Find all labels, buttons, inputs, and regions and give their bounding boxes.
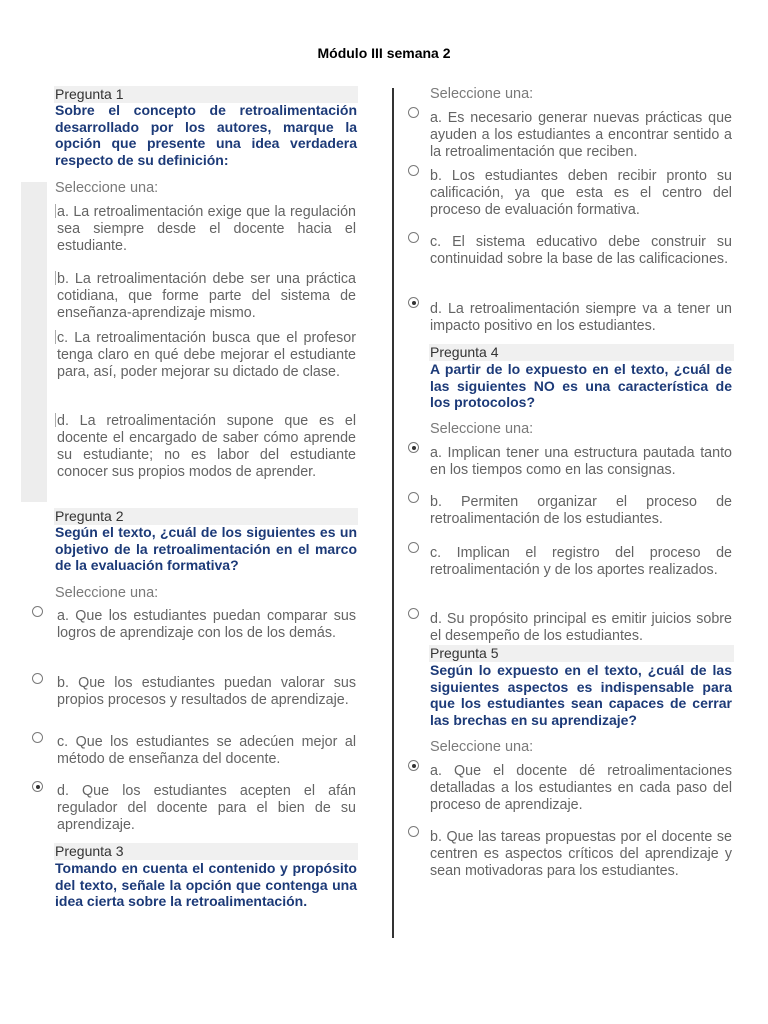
option-4b[interactable]: b. Permiten organizar el proceso de retroalimentación de los estudiantes. <box>430 494 732 527</box>
option-4a[interactable]: a. Implican tener una estructura pautada tanto en los tiempos como en las consignas. <box>430 445 732 478</box>
question-label-3: Pregunta 3 <box>55 843 124 859</box>
option-1c[interactable]: c. La retroalimentación busca que el profesor tenga claro en qué debe mejorar el estudiante para, así, poder mejorar su dictado de clase. <box>57 330 356 380</box>
option-marker <box>55 413 56 427</box>
radio-4a-selected[interactable] <box>408 442 419 453</box>
question-label-5: Pregunta 5 <box>430 645 499 661</box>
radio-2d-selected[interactable] <box>32 781 43 792</box>
question-text-2: Según el texto, ¿cuál de los siguientes es un objetivo de la retroalimentación en el marco de la evaluación formativa? <box>55 524 357 574</box>
radio-3d-selected[interactable] <box>408 297 419 308</box>
selection-bar <box>21 182 47 502</box>
option-marker <box>55 330 56 344</box>
option-5a[interactable]: a. Que el docente dé retroalimentaciones detalladas a los estudiantes en cada paso del proceso de aprendizaje. <box>430 763 732 813</box>
select-one-label-3: Seleccione una: <box>430 86 534 102</box>
radio-3a[interactable] <box>408 107 419 118</box>
select-one-label-4: Seleccione una: <box>430 421 534 437</box>
radio-5a-selected[interactable] <box>408 760 419 771</box>
select-one-label-2: Seleccione una: <box>55 585 159 601</box>
column-divider <box>392 88 394 938</box>
page-title: Módulo III semana 2 <box>317 45 451 61</box>
radio-2c[interactable] <box>32 732 43 743</box>
option-2a[interactable]: a. Que los estudiantes puedan comparar sus logros de aprendizaje con los de los demás. <box>57 608 356 641</box>
option-2b[interactable]: b. Que los estudiantes puedan valorar sus propios procesos y resultados de aprendizaje. <box>57 675 356 708</box>
option-3c[interactable]: c. El sistema educativo debe construir su continuidad sobre la base de las calificaciones. <box>430 234 732 267</box>
radio-5b[interactable] <box>408 826 419 837</box>
option-4c[interactable]: c. Implican el registro del proceso de retroalimentación y de los aportes realizados. <box>430 545 732 578</box>
option-1b[interactable]: b. La retroalimentación debe ser una práctica cotidiana, que forme parte del sistema de enseñanza-aprendizaje mismo. <box>57 271 356 321</box>
question-text-3: Tomando en cuenta el contenido y propósito del texto, señale la opción que contenga una idea cierta sobre la retroalimentación. <box>55 860 357 910</box>
option-marker <box>55 204 56 218</box>
option-3d[interactable]: d. La retroalimentación siempre va a tener un impacto positivo en los estudiantes. <box>430 301 732 334</box>
radio-4d[interactable] <box>408 608 419 619</box>
option-1d[interactable]: d. La retroalimentación supone que es el docente el encargado de saber cómo aprende su estudiante; no es labor del estudiante conocer sus propios modos de aprender. <box>57 413 356 480</box>
question-label-2: Pregunta 2 <box>55 508 124 524</box>
radio-3b[interactable] <box>408 165 419 176</box>
question-text-1: Sobre el concepto de retroalimentación desarrollado por los autores, marque la opción que presente una idea verdadera respecto de su definición: <box>55 102 357 168</box>
select-one-label-5: Seleccione una: <box>430 739 534 755</box>
option-3a[interactable]: a. Es necesario generar nuevas prácticas que ayuden a los estudiantes a encontrar sentido a la retroalimentación que reciben. <box>430 110 732 160</box>
question-text-4: A partir de lo expuesto en el texto, ¿cuál de las siguientes NO es una característica de los protocolos? <box>430 361 732 411</box>
option-5b[interactable]: b. Que las tareas propuestas por el docente se centren es aspectos críticos del aprendizaje y sean motivadoras para los estudiantes. <box>430 829 732 879</box>
option-2c[interactable]: c. Que los estudiantes se adecúen mejor al método de enseñanza del docente. <box>57 734 356 767</box>
option-2d[interactable]: d. Que los estudiantes acepten el afán regulador del docente para el bien de su aprendizaje. <box>57 783 356 833</box>
question-label-4: Pregunta 4 <box>430 344 499 360</box>
radio-2b[interactable] <box>32 673 43 684</box>
radio-3c[interactable] <box>408 232 419 243</box>
option-marker <box>55 271 56 285</box>
option-3b[interactable]: b. Los estudiantes deben recibir pronto su calificación, ya que esta es el centro del proceso de evaluación formativa. <box>430 168 732 218</box>
question-text-5: Según lo expuesto en el texto, ¿cuál de las siguientes aspectos es indispensable para que los estudiantes sean capaces de cerrar las brechas en su aprendizaje? <box>430 662 732 728</box>
question-label-1: Pregunta 1 <box>55 86 124 102</box>
option-4d[interactable]: d. Su propósito principal es emitir juicios sobre el desempeño de los estudiantes. <box>430 611 732 644</box>
select-one-label-1: Seleccione una: <box>55 180 159 196</box>
radio-4b[interactable] <box>408 492 419 503</box>
radio-2a[interactable] <box>32 606 43 617</box>
radio-4c[interactable] <box>408 542 419 553</box>
option-1a[interactable]: a. La retroalimentación exige que la regulación sea siempre desde el docente hacia el estudiante. <box>57 204 356 254</box>
